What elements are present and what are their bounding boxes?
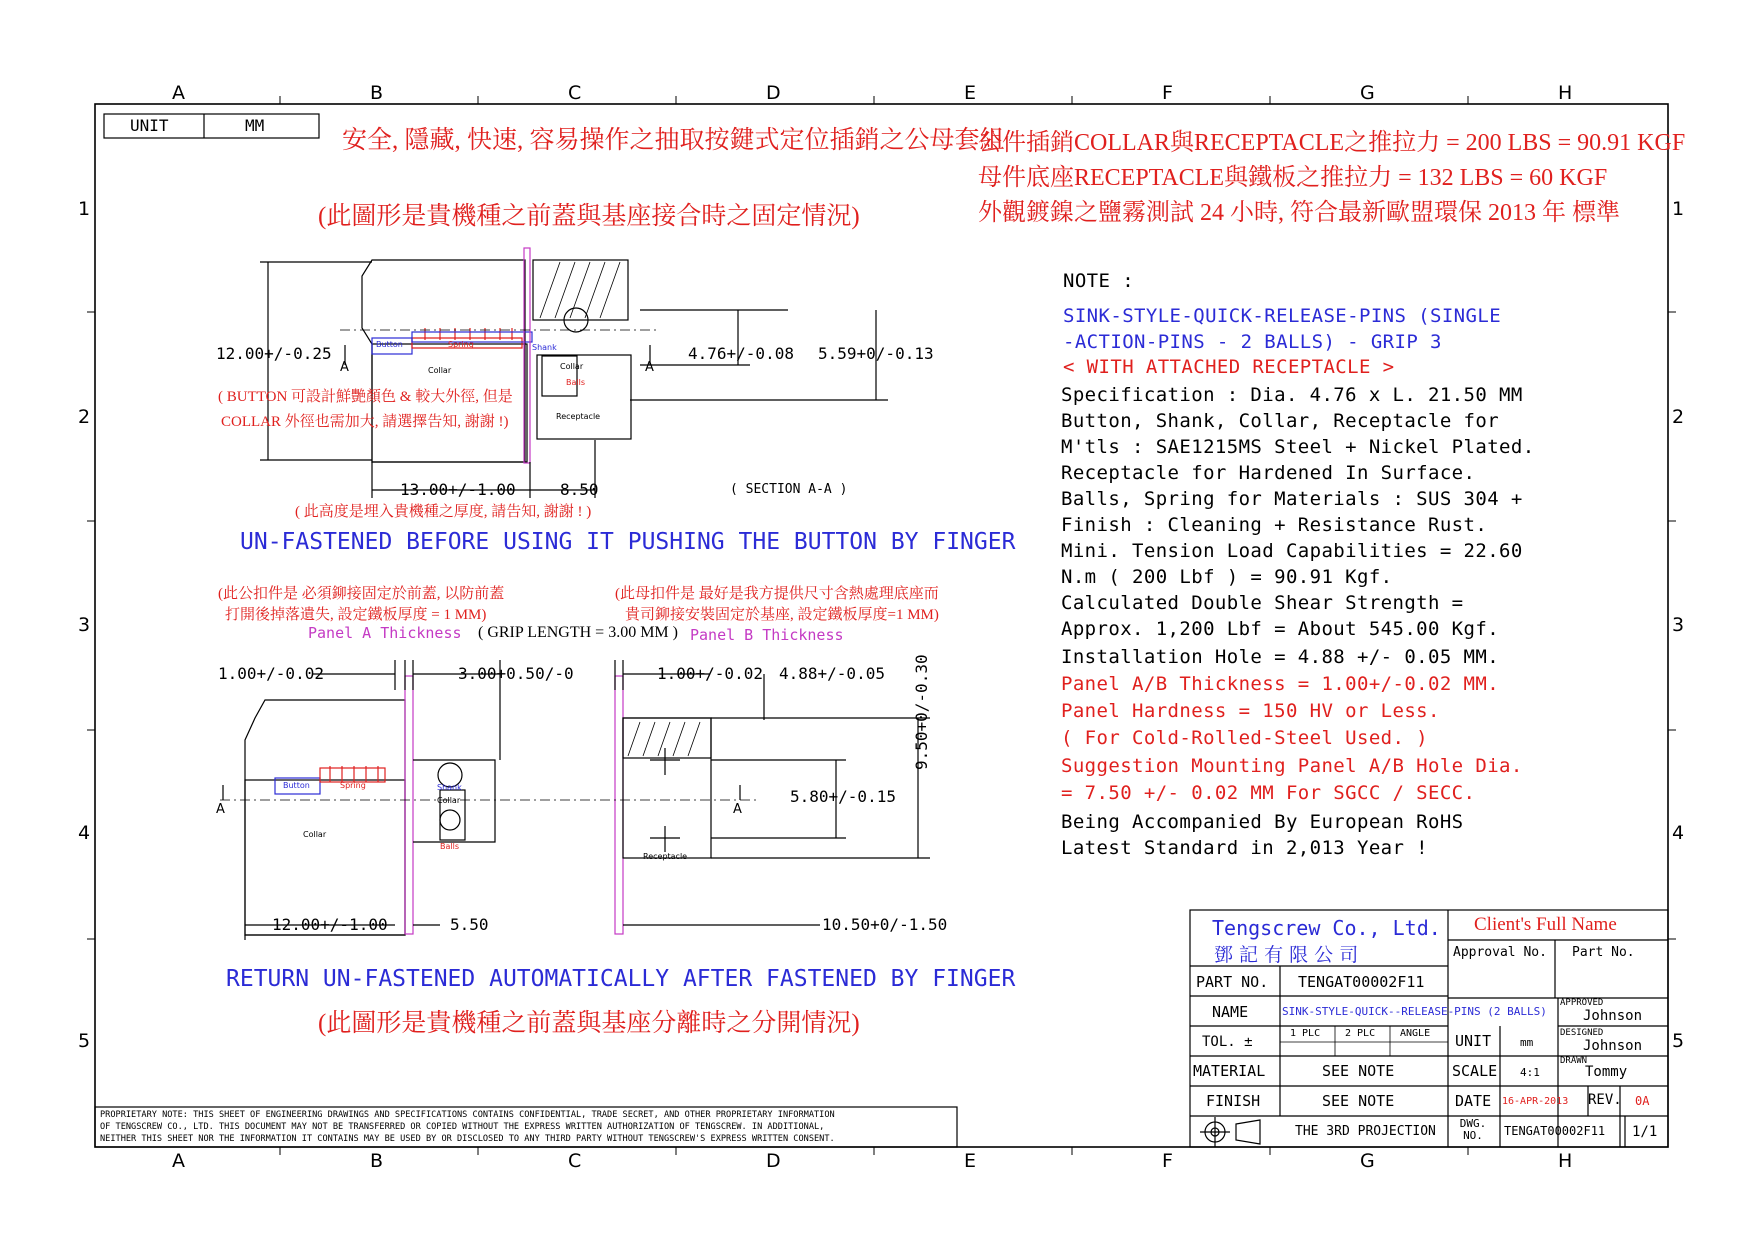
dim-panel-b: 1.00+/-0.02 bbox=[657, 664, 763, 683]
label-spring: Spring bbox=[448, 340, 474, 349]
note-embed-height: ( 此高度是埋入貴機種之厚度, 請告知, 謝謝 ! ) bbox=[295, 504, 592, 520]
note-heading: NOTE : bbox=[1063, 270, 1135, 292]
label-button: Button bbox=[376, 340, 403, 349]
zone-col-a-bottom: A bbox=[172, 1150, 185, 1172]
note-panel-a-1: (此公扣件是 必須鉚接固定於前蓋, 以防前蓋 bbox=[218, 586, 505, 602]
note-spec-8: N.m ( 200 Lbf ) = 90.91 Kgf. bbox=[1061, 566, 1393, 588]
tolerance-2plc: 2 PLC bbox=[1345, 1028, 1376, 1039]
caption-unfastened: UN-FASTENED BEFORE USING IT PUSHING THE BUTTON BY FINGER bbox=[240, 529, 1016, 555]
upper-assembly-view bbox=[260, 248, 888, 498]
rev-value: 0A bbox=[1635, 1094, 1650, 1108]
note-panel-a-2: 打開後掉落遺失, 設定鐵板厚度 = 1 MM) bbox=[225, 607, 487, 623]
dwg-no-value: TENGAT00002F11 bbox=[1504, 1124, 1606, 1138]
dim-panel-a: 1.00+/-0.02 bbox=[218, 664, 324, 683]
zone-row-2-right: 2 bbox=[1672, 406, 1685, 428]
zone-col-f: F bbox=[1162, 82, 1173, 104]
note-spec-5: Balls, Spring for Materials : SUS 304 + bbox=[1061, 488, 1523, 510]
lower-label-spring: Spring bbox=[340, 781, 366, 790]
lower-label-collar: Collar bbox=[437, 796, 461, 805]
note-red-3: ( For Cold-Rolled-Steel Used. ) bbox=[1061, 727, 1429, 749]
rev-key: REV. bbox=[1588, 1092, 1622, 1108]
note-spec-7: Mini. Tension Load Capabilities = 22.60 bbox=[1061, 540, 1523, 562]
zone-row-1-right: 1 bbox=[1672, 198, 1685, 220]
push-force-collar: 公件插銷COLLAR與RECEPTACLE之推拉力 = 200 LBS = 90.91 KGF bbox=[978, 130, 1686, 156]
tolerance-angle: ANGLE bbox=[1400, 1028, 1431, 1039]
note-red-4: Suggestion Mounting Panel A/B Hole Dia. bbox=[1061, 755, 1523, 777]
zone-col-c: C bbox=[568, 82, 582, 104]
unit-box-label: UNIT bbox=[130, 116, 169, 135]
dim-lower-length-1: 12.00+/-1.00 bbox=[272, 915, 388, 934]
projection-label: THE 3RD PROJECTION bbox=[1295, 1124, 1436, 1139]
note-spec-3: M'tls : SAE1215MS Steel + Nickel Plated. bbox=[1061, 436, 1535, 458]
push-force-receptacle: 母件底座RECEPTACLE與鐵板之推拉力 = 132 LBS = 60 KGF bbox=[978, 165, 1608, 191]
note-spec-9: Calculated Double Shear Strength = bbox=[1061, 592, 1464, 614]
drawn-key: DRAWN bbox=[1560, 1056, 1588, 1066]
client-full-name: Client's Full Name bbox=[1474, 914, 1617, 935]
section-marker-left: A bbox=[340, 360, 349, 375]
note-spec-2: Button, Shank, Collar, Receptacle for bbox=[1061, 410, 1500, 432]
part-no-value: TENGAT00002F11 bbox=[1298, 973, 1425, 991]
note-button-1: ( BUTTON 可設計鮮艷顏色 & 較大外徑, 但是 bbox=[218, 389, 513, 405]
dim-install-hole: 4.88+/-0.05 bbox=[779, 664, 885, 683]
note-red-attached: < WITH ATTACHED RECEPTACLE > bbox=[1063, 356, 1395, 378]
zone-col-d-bottom: D bbox=[766, 1150, 781, 1172]
zone-col-h-bottom: H bbox=[1558, 1150, 1573, 1172]
sheet-number: 1/1 bbox=[1632, 1124, 1658, 1140]
label-collar: Collar bbox=[428, 366, 452, 375]
note-blue-2: -ACTION-PINS - 2 BALLS) - GRIP 3 bbox=[1063, 331, 1442, 353]
dim-height: 12.00+/-0.25 bbox=[216, 344, 332, 363]
zone-row-4-right: 4 bbox=[1672, 822, 1685, 844]
fixed-state-heading: (此圖形是貴機種之前蓋與基座接合時之固定情況) bbox=[318, 203, 860, 230]
part-no-key: PART NO. bbox=[1196, 973, 1269, 991]
material-key: MATERIAL bbox=[1193, 1062, 1266, 1080]
zone-col-d: D bbox=[766, 82, 781, 104]
proprietary-line-2: OF TENGSCREW CO., LTD. THIS DOCUMENT MAY NOT BE TRANSFERRED OR COPIED WITHOUT THE EXPRESS WRITTEN AUTHORIZATION OF TENGSCREW. IN ADDITIONAL, bbox=[100, 1122, 825, 1132]
unit-value: mm bbox=[1520, 1036, 1534, 1049]
tolerance-1plc: 1 PLC bbox=[1290, 1028, 1321, 1039]
lower-label-button: Button bbox=[283, 781, 310, 790]
zone-col-c-bottom: C bbox=[568, 1150, 582, 1172]
proprietary-line-3: NEITHER THIS SHEET NOR THE INFORMATION IT CONTAINS MAY BE USED BY OR DISCLOSED TO ANY THIRD PARTY WITHOUT TENGSCREW'S EXPRESS WRITTEN CONSENT. bbox=[100, 1134, 835, 1144]
label-shank: Shank bbox=[532, 343, 557, 352]
salt-spray-note: 外觀鍍鎳之鹽霧測試 24 小時, 符合最新歐盟環保 2013 年 標準 bbox=[978, 200, 1620, 226]
lower-label-collar-body: Collar bbox=[303, 830, 327, 839]
unit-key: UNIT bbox=[1455, 1032, 1492, 1050]
note-blue-1: SINK-STYLE-QUICK-RELEASE-PINS (SINGLE bbox=[1063, 305, 1502, 327]
label-collar-2: Collar bbox=[560, 362, 584, 371]
company-name-en: Tengscrew Co., Ltd. bbox=[1212, 916, 1441, 940]
label-receptacle: Receptacle bbox=[556, 412, 601, 421]
zone-row-5: 5 bbox=[78, 1030, 91, 1052]
section-label: ( SECTION A-A ) bbox=[730, 482, 848, 497]
zone-col-e: E bbox=[964, 82, 977, 104]
name-key: NAME bbox=[1212, 1003, 1249, 1021]
lower-label-balls: Balls bbox=[440, 842, 460, 851]
lower-label-shank: Shank bbox=[437, 783, 462, 792]
name-value: SINK-STYLE-QUICK--RELEASE-PINS (2 BALLS) bbox=[1282, 1005, 1547, 1018]
material-value: SEE NOTE bbox=[1322, 1062, 1395, 1080]
dim-lower-length-3: 10.50+0/-1.50 bbox=[822, 915, 948, 934]
tolerance-key: TOL. ± bbox=[1202, 1034, 1253, 1050]
zone-col-b: B bbox=[370, 82, 384, 104]
dim-length-1: 13.00+/-1.00 bbox=[400, 480, 516, 499]
dim-receptacle-height: 9.50+0/-0.30 bbox=[912, 654, 931, 770]
company-name-cn: 鄧 記 有 限 公 司 bbox=[1214, 944, 1359, 966]
panel-b-thickness: Panel B Thickness bbox=[690, 626, 844, 644]
dim-grip: 3.00+0.50/-0 bbox=[458, 664, 574, 683]
dim-length-2: 8.50 bbox=[560, 480, 599, 499]
dwg-no-key: DWG. NO. bbox=[1459, 1117, 1487, 1142]
lower-marker-left: A bbox=[216, 802, 225, 817]
designed-value: Johnson bbox=[1583, 1038, 1643, 1054]
note-spec-11: Installation Hole = 4.88 +/- 0.05 MM. bbox=[1061, 646, 1500, 668]
date-key: DATE bbox=[1455, 1092, 1492, 1110]
note-spec-4: Receptacle for Hardened In Surface. bbox=[1061, 462, 1476, 484]
note-spec-6: Finish : Cleaning + Resistance Rust. bbox=[1061, 514, 1488, 536]
note-red-2: Panel Hardness = 150 HV or Less. bbox=[1061, 700, 1440, 722]
note-red-1: Panel A/B Thickness = 1.00+/-0.02 MM. bbox=[1061, 673, 1500, 695]
part-no-label: Part No. bbox=[1572, 945, 1635, 960]
caption-return: RETURN UN-FASTENED AUTOMATICALLY AFTER FASTENED BY FINGER bbox=[226, 966, 1016, 992]
note-spec-10: Approx. 1,200 Lbf = About 545.00 Kgf. bbox=[1061, 618, 1500, 640]
zone-col-f-bottom: F bbox=[1162, 1150, 1173, 1172]
zone-col-a: A bbox=[172, 82, 185, 104]
lower-marker-right: A bbox=[733, 802, 742, 817]
grip-length: ( GRIP LENGTH = 3.00 MM ) bbox=[478, 624, 678, 641]
lower-label-receptacle: Receptacle bbox=[643, 852, 688, 861]
zone-row-3: 3 bbox=[78, 614, 91, 636]
dim-diameter: 4.76+/-0.08 bbox=[688, 344, 794, 363]
zone-row-4: 4 bbox=[78, 822, 91, 844]
dim-diameter-2: 5.59+0/-0.13 bbox=[818, 344, 934, 363]
approval-no-label: Approval No. bbox=[1453, 945, 1547, 960]
title-cn: 安全, 隱藏, 快速, 容易操作之抽取按鍵式定位插銷之公母套組 bbox=[342, 127, 1005, 154]
zone-row-2: 2 bbox=[78, 406, 91, 428]
note-rohs-2: Latest Standard in 2,013 Year ! bbox=[1061, 837, 1429, 859]
separate-state-heading: (此圖形是貴機種之前蓋與基座分離時之分開情況) bbox=[318, 1010, 860, 1037]
dim-lower-length-2: 5.50 bbox=[450, 915, 489, 934]
zone-col-g-bottom: G bbox=[1360, 1150, 1375, 1172]
zone-row-3-right: 3 bbox=[1672, 614, 1685, 636]
zone-col-b-bottom: B bbox=[370, 1150, 384, 1172]
approved-key: APPROVED bbox=[1560, 998, 1604, 1008]
finish-value: SEE NOTE bbox=[1322, 1092, 1395, 1110]
date-value: 16-APR-2013 bbox=[1502, 1096, 1569, 1107]
zone-row-5-right: 5 bbox=[1672, 1030, 1685, 1052]
drawn-value: Tommy bbox=[1585, 1064, 1628, 1080]
zone-col-e-bottom: E bbox=[964, 1150, 977, 1172]
finish-key: FINISH bbox=[1206, 1092, 1261, 1110]
approved-value: Johnson bbox=[1583, 1008, 1643, 1024]
scale-value: 4:1 bbox=[1520, 1066, 1540, 1079]
designed-key: DESIGNED bbox=[1560, 1028, 1604, 1038]
note-panel-b-2: 貴司鉚接安裝固定於基座, 設定鐵板厚度=1 MM) bbox=[625, 607, 939, 623]
zone-col-g: G bbox=[1360, 82, 1375, 104]
note-button-2: COLLAR 外徑也需加大, 請選擇告知, 謝謝 !) bbox=[221, 414, 509, 430]
label-balls: Balls bbox=[566, 378, 586, 387]
note-spec-1: Specification : Dia. 4.76 x L. 21.50 MM bbox=[1061, 384, 1523, 406]
dim-head: 5.80+/-0.15 bbox=[790, 787, 896, 806]
section-marker-right: A bbox=[645, 360, 654, 375]
scale-key: SCALE bbox=[1452, 1062, 1498, 1080]
note-rohs-1: Being Accompanied By European RoHS bbox=[1061, 811, 1464, 833]
zone-row-1: 1 bbox=[78, 198, 91, 220]
proprietary-line-1: PROPRIETARY NOTE: THIS SHEET OF ENGINEERING DRAWINGS AND SPECIFICATIONS CONTAINS CONFIDENTIAL, TRADE SECRET, AND OTHER PROPRIETARY INFORMATION bbox=[100, 1110, 835, 1120]
unit-box-value: MM bbox=[245, 116, 265, 135]
note-red-5: = 7.50 +/- 0.02 MM For SGCC / SECC. bbox=[1061, 782, 1476, 804]
zone-col-h: H bbox=[1558, 82, 1573, 104]
note-panel-b-1: (此母扣件是 最好是我方提供尺寸含熱處理底座而 bbox=[615, 586, 939, 602]
panel-a-thickness: Panel A Thickness bbox=[308, 624, 462, 642]
